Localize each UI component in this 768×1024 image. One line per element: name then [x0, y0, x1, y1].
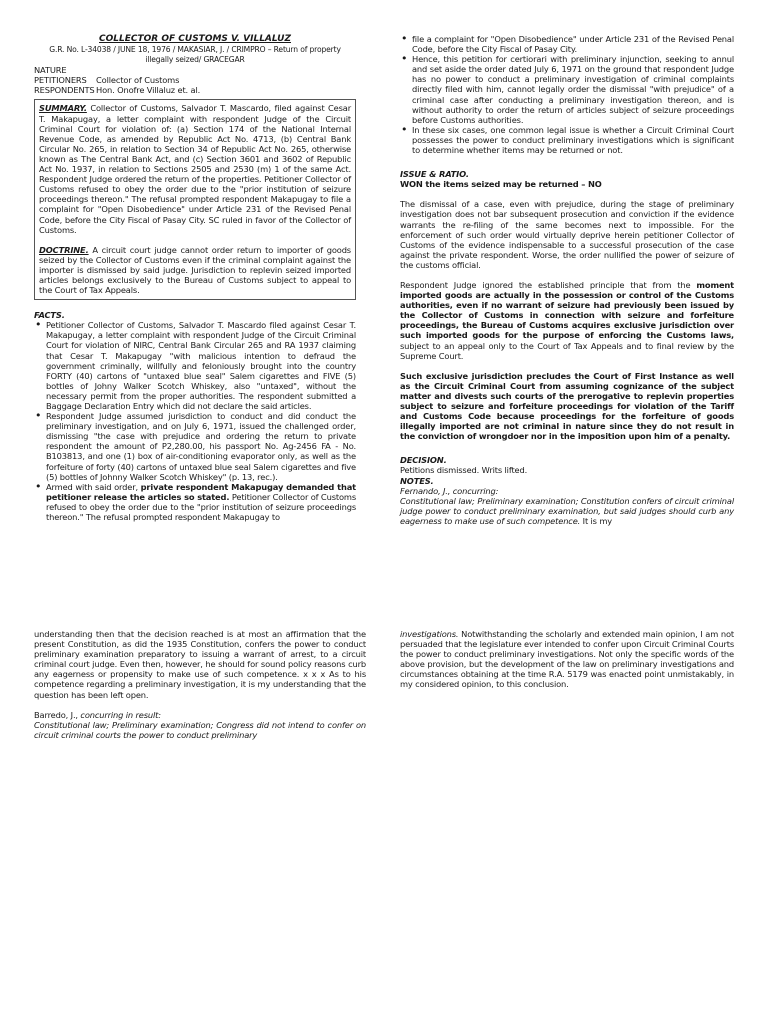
facts-item-2: • Respondent Judge assumed jurisdiction to conduct and did conduct the preliminary investigation, and on July 6, 1971, issued the challenged order, dismissing "the case with prejudice and ordering the return to private respondent the amount of P2,280.00, his passport No. Ag-2456 FA - No. B103813, and one (1) box of air-conditioning evaporator only, as well as the forfeiture of forty (40) cartons of untaxed blue seal Salem cigarettes and five (5) bottles of Johnny Walker Scotch Whiskey" (p. 13, rec.).	[34, 411, 356, 482]
page2-left-column	[34, 629, 366, 740]
respondents-value: Hon. Onofre Villaluz et. al.	[96, 85, 201, 96]
doctrine-text: A circuit court judge cannot order return to importer of goods seized by the Collector of Customs even if the criminal complaint against the importer is dismissed by said judge. Jurisdiction to replevin seized imported articles belongs exclusively to the Bureau of Customs subject to appeal to the Court of Tax Appeals.	[39, 244, 351, 296]
fernando-opinion-text	[400, 496, 734, 526]
doctrine-paragraph	[39, 245, 351, 295]
fernando-opinion-tail: It is my	[580, 515, 613, 526]
facts-item-3	[34, 482, 356, 522]
ratio-paragraph-1: The dismissal of a case, even with prejudice, during the stage of preliminary investigation does not bar subsequent prosecution and conviction if the evidence warrants the re-filing of the same becomes next to impossible. For the enforcement of such order would virtually deprive herein petitioner Collector of Customs of the evidence indispensable to a successful prosecution of the case against the private respondent. Worse, the order nullified the power of seizure of the customs official.	[400, 199, 734, 270]
page1-left-column	[34, 34, 356, 522]
fernando-opinion-continued: understanding then that the decision reached is at most an affirmation that the present Constitution, as did the 1935 Constitution, confers the power to conduct preliminary examination preparatory to issuing a warrant of arrest, to a circuit criminal court judge. Even then, however, he should for sound policy reasons curb any eagerness or propensity to make use of such competence. x x x As to his competence regarding a preliminary investigation, it is my understanding that the question has been left open.	[34, 629, 366, 700]
ratio-paragraph-2	[400, 280, 734, 361]
barredo-cont-italic: investigations.	[400, 629, 459, 639]
barredo-opinion-continued	[400, 629, 734, 690]
petitioners-value: Collector of Customs	[96, 75, 180, 86]
doctrine-label: DOCTRINE.	[39, 244, 89, 255]
summary-doctrine-box	[34, 99, 356, 300]
facts-item-3-bold: private respondent Makapugay demanded that petitioner release the articles so stated.	[46, 481, 356, 502]
decision-text: Petitions dismissed. Writs lifted.	[400, 465, 528, 476]
decision-heading: DECISION.	[400, 455, 447, 466]
facts-heading: FACTS.	[34, 310, 65, 321]
facts-item-3-continued: • file a complaint for "Open Disobedience" under Article 231 of the Revised Penal Code, before the City Fiscal of Pasay City.	[400, 34, 734, 54]
notes-heading: NOTES.	[400, 475, 434, 486]
ratio-paragraph-2-text-a: Respondent Judge ignored the established principle that from the	[400, 279, 697, 290]
page1-right-column	[400, 34, 734, 526]
barredo-name: Barredo, J.,	[34, 709, 81, 720]
ratio-paragraph-2-bold: moment imported goods are actually in the possession or control of the Customs authorities, even if no warrant of seizure had previously been issued by the Collector of Customs in connection with seizure and forfeiture proceedings, the Bureau of Customs acquires exclusive jurisdiction over such imported goods for the purpose of enforcing the Customs laws,	[400, 279, 734, 341]
facts-item-4: • Hence, this petition for certiorari with preliminary injunction, seeking to annul and set aside the order dated July 6, 1971 on the ground that respondent Judge has no power to conduct a preliminary investigation of criminal complaints directly filed with him, cannot legally order the dismissal "with prejudice" of a criminal case after conducting a preliminary investigation thereon, and is without authority to order the return of articles subject of seizure proceedings before Customs authorities.	[400, 54, 734, 125]
fernando-opinion-heading	[400, 486, 734, 496]
page2-right-column	[400, 629, 734, 690]
barredo-opinion-heading	[34, 710, 366, 720]
facts-list-continued	[400, 34, 734, 155]
summary-text: Collector of Customs, Salvador T. Mascardo, filed against Cesar T. Makapugay, a letter complaint with respondent Judge of the Circuit Criminal Court for violation of: (a) Section 174 of the National Internal Revenue Code, as amended by Republic Act No. 4713, (b) Central Bank Circular No. 265, in relation to Section 34 of Republic Act No. 265, otherwise known as The Central Bank Act, and (c) Section 3601 and 3602 of Republic Act No. 1937, in relation to Sections 2505 and 2530 (m) 1 of the same Act. Respondent Judge ordered the return of the properties. Petitioner Collector of Customs refused to obey the order due to the "prior institution of seizure proceedings thereon." The refusal prompted respondent Makapugay to file a complaint for "Open Disobedience" under Article 231 of the Revised Penal Code, before the City Fiscal of Pasay City. SC ruled in favor of the Collector of Customs.	[39, 103, 351, 235]
facts-item-1: • Petitioner Collector of Customs, Salvador T. Mascardo filed against Cesar T. Makapugay, a letter complaint with respondent Judge of the Circuit Criminal Court for violation of NIRC, Central Bank Circular 265 and RA 1937 claiming that Cesar T. Makapugay "with malicious intention to defraud the government criminally, willfully and feloniously brought into the country FORTY (40) cartons of "untaxed blue seal" Salem cigarettes and FIVE (5) bottles of Johny Walker Scotch Whiskey, also "untaxed", without the necessary permit from the proper authorities. The respondent submitted a Baggage Declaration Entry which did not declare the said articles.	[34, 320, 356, 411]
nature-row	[34, 65, 356, 75]
citation-line-2: illegally seized/ GRACEGAR	[145, 55, 245, 65]
issue-question: WON the items seized may be returned – NO	[400, 179, 602, 190]
facts-item-3-text-a: Armed with said order,	[46, 481, 141, 492]
summary-paragraph	[39, 103, 351, 234]
ratio-paragraph-2-text-c: subject to an appeal only to the Court of Tax Appeals and to final review by the Supreme Court.	[400, 340, 734, 361]
case-title: COLLECTOR OF CUSTOMS V. VILLALUZ	[99, 34, 291, 44]
facts-item-3-text-c: Petitioner Collector of Customs refused to obey the order due to the "prior institution of seizure proceedings thereon." The refusal prompted respondent Makapugay to	[46, 491, 356, 523]
nature-label: NATURE	[34, 65, 67, 76]
summary-label: SUMMARY.	[39, 103, 87, 114]
facts-list	[34, 320, 356, 522]
petitioners-label: PETITIONERS	[34, 75, 87, 86]
issue-heading: ISSUE & RATIO.	[400, 169, 469, 180]
barredo-opinion-italic: Constitutional law; Preliminary examination; Congress did not intend to confer on circuit criminal courts the power to conduct preliminary	[34, 719, 366, 740]
facts-item-5: • In these six cases, one common legal issue is whether a Circuit Criminal Court possesses the power to conduct preliminary investigations which is significant to determine whether items may be returned or not.	[400, 125, 734, 155]
barredo-concurring: concurring in result:	[80, 709, 161, 720]
respondents-row	[34, 85, 356, 95]
fernando-name: Fernando, J., concurring:	[400, 485, 499, 496]
petitioners-row	[34, 75, 356, 85]
citation-line-1: G.R. No. L-34038 / JUNE 18, 1976 / MAKASIAR, J. / CRIMPRO – Return of property	[49, 45, 341, 54]
ratio-paragraph-3: Such exclusive jurisdiction precludes the Court of First Instance as well as the Circuit Criminal Court from assuming cognizance of the subject matter and divests such courts of the prerogative to replevin properties subject to seizure and forfeiture proceedings for violation of the Tariff and Customs Code because proceedings for the forfeiture of goods illegally imported are not criminal in nature since they do not result in the conviction of wrongdoer nor in the imposition upon him of a penalty.	[400, 370, 734, 442]
respondents-label: RESPONDENTS	[34, 85, 95, 96]
fernando-opinion-italic: Constitutional law; Preliminary examination; Constitution confers of circuit criminal judge power to conduct preliminary examination, but said judges should curb any eagerness to make use of such competence.	[400, 495, 734, 526]
barredo-cont-text: Notwithstanding the scholarly and extended main opinion, I am not persuaded that the legislature ever intended to confer upon Circuit Criminal Courts the power to conduct preliminary investigations. Not only the specific words of the above provision, but the development of the law on preliminary investigations and circumstances obtaining at the time R.A. 5179 was enacted point unmistakably, in my considered opinion, to this conclusion.	[400, 629, 734, 690]
